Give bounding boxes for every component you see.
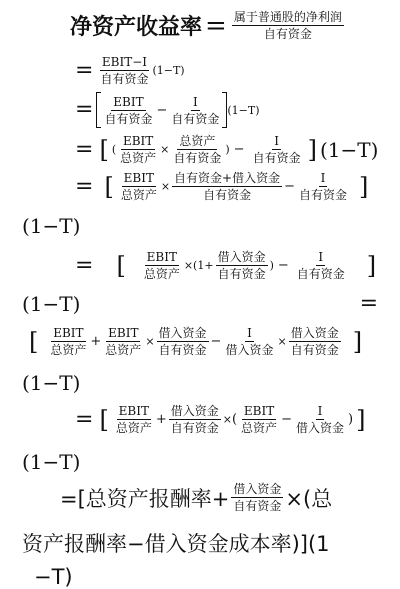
fraction-numerator: I <box>247 326 252 340</box>
formula-text: ×(总 <box>285 486 333 511</box>
tax-factor: (1−T) <box>22 450 81 474</box>
tax-factor: (1−T) <box>22 214 81 238</box>
fraction <box>172 171 282 202</box>
fraction-numerator: I <box>274 134 279 148</box>
left-bracket: [ <box>29 327 39 356</box>
left-paren: ( <box>111 143 117 156</box>
fraction <box>119 171 159 202</box>
fraction-numerator: I <box>317 404 323 418</box>
fraction <box>297 171 349 202</box>
fraction-numerator: EBIT <box>53 326 84 340</box>
fraction-numerator: EBIT <box>108 326 139 340</box>
fraction-denominator: 自有资金 <box>104 111 153 126</box>
roe-label: 净资产收益率 <box>70 15 203 40</box>
fraction <box>118 134 158 165</box>
formula-line-3 <box>72 92 260 128</box>
fraction <box>169 95 221 126</box>
times-sign: × <box>145 335 155 348</box>
formula-line-15 <box>34 565 73 589</box>
fraction-denominator: 借入资金 <box>225 343 274 357</box>
fraction-denominator: 自有资金 <box>299 188 348 202</box>
fraction-numerator: EBIT−I <box>101 55 147 69</box>
left-paren: ( <box>231 412 238 427</box>
plus-sign: + <box>155 412 167 427</box>
tax-factor: (1−T) <box>319 137 379 162</box>
fraction-numerator: 总资产 <box>179 134 216 148</box>
minus-sign: − <box>284 179 296 194</box>
fraction-denominator: 自有资金 <box>203 188 252 202</box>
fraction-denominator: 总资产 <box>120 151 157 165</box>
formula-line-8 <box>22 292 378 316</box>
fraction <box>102 95 154 126</box>
times-sign: × <box>222 413 232 426</box>
fraction-numerator: EBIT <box>113 94 144 109</box>
fraction-numerator: EBIT <box>146 250 177 264</box>
right-bracket: ] <box>356 405 366 434</box>
left-bracket: [ <box>116 251 126 280</box>
formula-line-11 <box>72 404 368 435</box>
formula-line-7 <box>72 250 379 281</box>
equals-sign: = <box>75 252 94 278</box>
fraction-numerator: EBIT <box>243 404 275 418</box>
fraction <box>294 404 346 435</box>
right-bracket: ] <box>352 327 363 356</box>
left-paren: (1+ <box>193 259 214 272</box>
right-paren: ) <box>225 143 230 156</box>
equals-sign: = <box>359 291 378 316</box>
formula-line-9 <box>26 326 365 357</box>
minus-sign: − <box>277 258 289 273</box>
tax-factor: (1−T) <box>22 371 81 395</box>
right-bracket: ] <box>359 172 369 201</box>
times-sign: × <box>160 143 170 156</box>
right-paren: ) <box>347 412 354 427</box>
fraction-numerator: 借入资金 <box>233 482 282 496</box>
fraction-denominator: 自有资金 <box>217 267 266 281</box>
fraction-numerator: 自有资金+借入资金 <box>174 171 281 185</box>
fraction <box>251 134 303 165</box>
formula-line-1 <box>70 10 346 41</box>
fraction <box>48 326 88 357</box>
formula-line-4 <box>72 134 378 165</box>
formula-text: 资产报酬率−借入资金成本率)](1 <box>22 532 330 556</box>
equals-sign: = <box>75 97 94 122</box>
fraction <box>231 482 283 513</box>
minus-sign: − <box>210 334 222 349</box>
fraction <box>169 404 221 435</box>
fraction-numerator: 借入资金 <box>217 250 266 264</box>
fraction <box>114 404 154 435</box>
formula-line-5 <box>72 171 371 202</box>
fraction-numerator: 借入资金 <box>170 404 219 418</box>
fraction-numerator: EBIT <box>123 171 154 185</box>
fraction <box>103 326 143 357</box>
fraction-denominator: 总资产 <box>143 267 180 281</box>
equals-sign: = <box>205 10 227 41</box>
fraction <box>232 10 344 41</box>
fraction-denominator: 自有资金 <box>296 267 345 281</box>
fraction-denominator: 总资产 <box>115 421 152 435</box>
fraction-denominator: 自有资金 <box>290 343 339 357</box>
left-bracket: [ <box>99 135 109 164</box>
fraction <box>289 326 341 357</box>
fraction-numerator: EBIT <box>118 404 149 418</box>
left-bracket: [ <box>104 172 114 201</box>
equals-sign: = <box>75 173 94 199</box>
fraction-numerator: I <box>192 94 198 109</box>
formula-line-14 <box>22 528 330 558</box>
fraction <box>98 55 150 86</box>
fraction-numerator: EBIT <box>122 134 154 148</box>
equals-sign: = <box>75 57 94 83</box>
minus-sign: − <box>156 102 168 118</box>
fraction-numerator: I <box>318 250 324 264</box>
fraction-numerator: 属于普通股的净利润 <box>233 10 342 24</box>
tax-factor: (1−T) <box>227 103 260 117</box>
fraction-denominator: 总资产 <box>50 343 87 357</box>
fraction-denominator: 自有资金 <box>170 421 219 435</box>
formula-line-6 <box>22 214 80 238</box>
minus-sign: − <box>233 142 245 157</box>
times-sign: × <box>183 259 194 272</box>
fraction-denominator: 总资产 <box>105 343 142 357</box>
left-bracket: [ <box>99 405 109 434</box>
right-paren: ) <box>269 259 274 272</box>
fraction-denominator: 自有资金 <box>158 343 207 357</box>
fraction-denominator: 借入资金 <box>295 421 344 435</box>
fraction-denominator: 自有资金 <box>252 151 301 165</box>
times-sign: × <box>160 180 171 193</box>
fraction-denominator: 总资产 <box>241 421 278 435</box>
formula-text: =[总资产报酬率+ <box>60 486 230 511</box>
fraction-denominator: 自有资金 <box>233 499 282 513</box>
fraction <box>171 134 223 165</box>
fraction-denominator: 自有资金 <box>171 111 220 126</box>
tax-factor: (1−T) <box>22 292 81 316</box>
right-bracket: ] <box>307 135 317 164</box>
formula-line-2 <box>72 55 185 86</box>
fraction-denominator: 自有资金 <box>100 72 149 86</box>
formula-text: −T) <box>34 565 73 589</box>
fraction <box>142 250 182 281</box>
fraction <box>223 326 275 357</box>
plus-sign: + <box>90 334 102 349</box>
fraction-numerator: 借入资金 <box>290 326 339 340</box>
equals-sign: = <box>75 406 94 432</box>
fraction-numerator: 借入资金 <box>158 326 207 340</box>
fraction <box>295 250 347 281</box>
fraction-denominator: 自有资金 <box>173 151 222 165</box>
square-bracket-group <box>96 92 227 128</box>
formula-line-10 <box>22 371 80 395</box>
fraction-denominator: 总资产 <box>120 188 157 202</box>
fraction <box>239 404 279 435</box>
right-bracket: ] <box>366 251 377 280</box>
formula-line-12 <box>22 450 80 474</box>
formula-line-13 <box>60 482 332 513</box>
fraction <box>216 250 268 281</box>
minus-sign: − <box>281 412 292 427</box>
fraction-numerator: I <box>320 171 326 185</box>
times-sign: × <box>277 335 287 348</box>
fraction <box>157 326 209 357</box>
equals-sign: = <box>75 136 94 162</box>
fraction-denominator: 自有资金 <box>263 27 312 41</box>
tax-factor: (1−T) <box>152 64 185 77</box>
